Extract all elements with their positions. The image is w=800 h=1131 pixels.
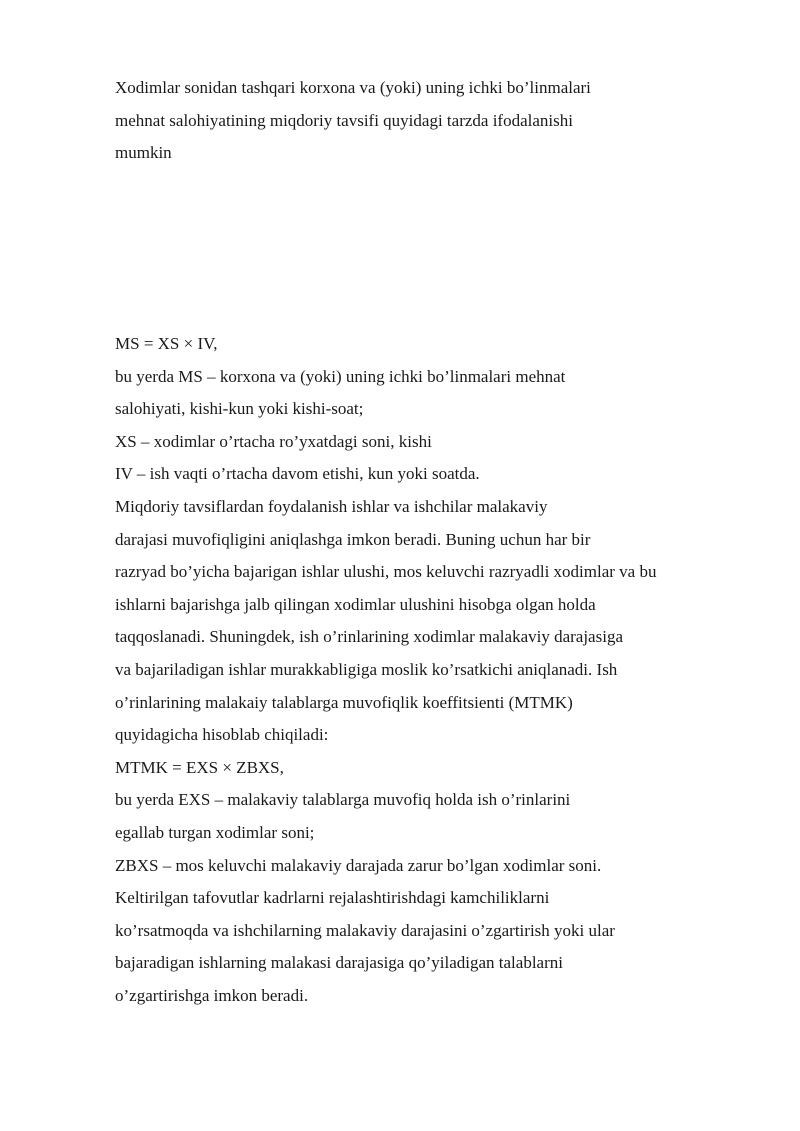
text-line: IV – ish vaqti o’rtacha davom etishi, kun yoki soatda. (115, 464, 480, 484)
text-line: ishlarni bajarishga jalb qilingan xodimlar ulushini hisobga olgan holda (115, 594, 596, 614)
text-line: quyidagicha hisoblab chiqiladi: (115, 725, 329, 745)
text-line: o’rinlarining malakaiy talablarga muvofiqlik koeffitsienti (MTMK) (115, 692, 573, 712)
text-line: va bajariladigan ishlar murakkabligiga moslik ko’rsatkichi aniqlanadi. Ish (115, 659, 618, 679)
text-line: razryad bo’yicha bajarigan ishlar ulushi, mos keluvchi razryadli xodimlar va bu (115, 562, 657, 582)
formula-mtmk: MTMK = EXS × ZBXS, (115, 757, 284, 777)
text-line: darajasi muvofiqligini aniqlashga imkon beradi. Buning uchun har bir (115, 529, 591, 549)
intro-paragraph (115, 72, 775, 170)
text-line: mumkin (115, 143, 172, 163)
text-line: egallab turgan xodimlar soni; (115, 822, 315, 842)
text-line: taqqoslanadi. Shuningdek, ish o’rinlarining xodimlar malakaviy darajasiga (115, 627, 623, 647)
text-line: salohiyati, kishi-kun yoki kishi-soat; (115, 399, 364, 419)
text-line: XS – xodimlar o’rtacha ro’yxatdagi soni, kishi (115, 431, 432, 451)
text-line: Keltirilgan tafovutlar kadrlarni rejalashtirishdagi kamchiliklarni (115, 888, 550, 908)
text-line: ko’rsatmoqda va ishchilarning malakaviy darajasini o’zgartirish yoki ular (115, 920, 615, 940)
text-line: bajaradigan ishlarning malakasi darajasiga qo’yiladigan talablarni (115, 953, 563, 973)
text-line: ZBXS – mos keluvchi malakaviy darajada zarur bo’lgan xodimlar soni. (115, 855, 602, 875)
text-line: Miqdoriy tavsiflardan foydalanish ishlar va ishchilar malakaviy (115, 496, 548, 516)
text-line: mehnat salohiyatining miqdoriy tavsifi quyidagi tarzda ifodalanishi (115, 110, 573, 130)
text-line: o’zgartirishga imkon beradi. (115, 985, 309, 1005)
text-line: bu yerda MS – korxona va (yoki) uning ichki bo’linmalari mehnat (115, 366, 566, 386)
formula-ms: MS = XS × IV, (115, 334, 218, 353)
text-line: Xodimlar sonidan tashqari korxona va (yoki) uning ichki bo’linmalari (115, 78, 591, 97)
body-section (115, 328, 775, 1012)
text-line: bu yerda EXS – malakaviy talablarga muvofiq holda ish o’rinlarini (115, 790, 571, 810)
